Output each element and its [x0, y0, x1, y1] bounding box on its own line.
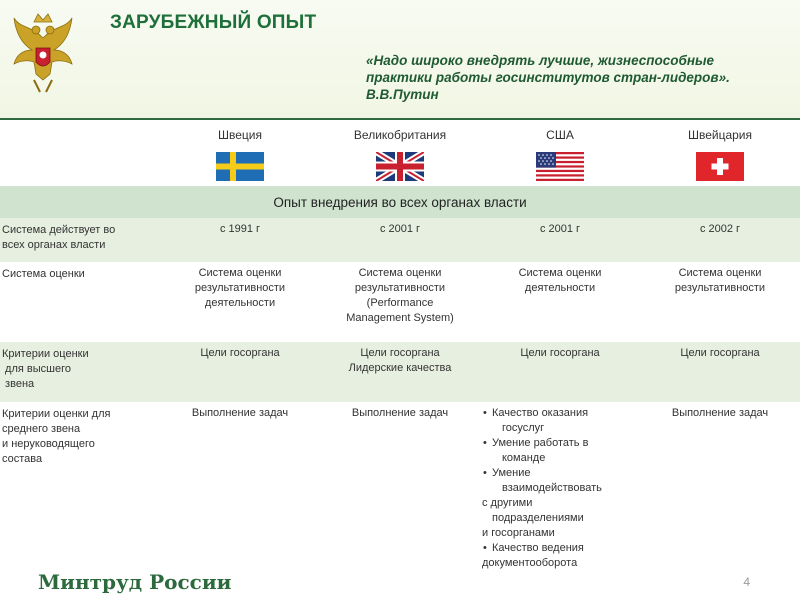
cell-text: Цели госоргана: [200, 347, 280, 359]
cell-text: Система оценки: [678, 267, 762, 279]
country-switzerland: [640, 120, 800, 186]
uk-flag-icon: [376, 152, 424, 181]
list-item-text: • Качество оказания: [492, 407, 589, 419]
criteria-list: [482, 406, 636, 496]
usa-flag-icon: [536, 152, 584, 181]
cell-text: результативности: [194, 282, 286, 294]
cell-text: с 1991 г: [219, 223, 261, 235]
table-cell: [640, 262, 800, 342]
table-cell: [160, 402, 320, 578]
cell-text: Цели госоргана: [520, 347, 600, 359]
list-item: [482, 466, 636, 496]
label-line: и неруководящего: [2, 438, 95, 450]
list-item-text: с другими: [482, 497, 533, 509]
section-row: [0, 186, 800, 218]
label-line: Критерии оценки: [2, 348, 89, 360]
cell-text: Выполнение задач: [191, 407, 289, 419]
row-label: [0, 262, 160, 342]
cell-text: Система оценки: [358, 267, 442, 279]
label-line: состава: [2, 453, 43, 465]
label-line: для высшего: [2, 363, 71, 375]
cell-text: деятельности: [524, 282, 596, 294]
country-sweden: [160, 120, 320, 186]
label-line: Система действует во: [2, 224, 116, 236]
cell-text: Система оценки: [198, 267, 282, 279]
cell-text: Система оценки: [518, 267, 602, 279]
list-item: [482, 436, 636, 466]
table-cell: [640, 402, 800, 578]
country-header-row: [0, 120, 800, 186]
label-line: Критерии оценки для: [2, 408, 111, 420]
cell-text: с 2002 г: [699, 223, 741, 235]
list-item-text: и госорганами: [482, 527, 555, 539]
cell-text: Цели госоргана: [680, 347, 760, 359]
table-cell: [320, 402, 480, 578]
ministry-logo: Минтруд России: [38, 570, 232, 594]
criteria-list: [482, 541, 636, 556]
list-item: [482, 406, 636, 436]
row-label: [0, 342, 160, 402]
slide-title: ЗАРУБЕЖНЫЙ ОПЫТ: [110, 12, 317, 33]
list-item-text: • Качество ведения: [492, 542, 584, 554]
cell-text: Выполнение задач: [671, 407, 769, 419]
table-row: [0, 402, 800, 578]
quote-line: практики работы госинститутов стран-лидеров».: [366, 70, 730, 85]
table-cell: [160, 342, 320, 402]
list-item: [482, 541, 636, 556]
cell-text: Цели госоргана: [360, 347, 440, 359]
cell-text: результативности: [354, 282, 446, 294]
quote-line: «Надо широко внедрять лучшие, жизнеспособные: [366, 53, 715, 68]
russian-coat-of-arms-icon: [12, 8, 74, 96]
cell-text: Выполнение задач: [351, 407, 449, 419]
table-cell: [160, 262, 320, 342]
cell-text: результативности: [674, 282, 766, 294]
table-cell: [480, 342, 640, 402]
cell-text: Лидерские качества: [348, 362, 452, 374]
empty-corner-cell: [0, 120, 160, 186]
list-item-text: взаимодействовать: [502, 482, 602, 494]
label-line: звена: [2, 378, 35, 390]
list-item-text: документооборота: [482, 557, 578, 569]
table-cell: [640, 342, 800, 402]
list-item-text: госуслуг: [502, 422, 545, 434]
table-cell: [320, 262, 480, 342]
table-cell: [480, 262, 640, 342]
table-row: [0, 262, 800, 342]
cell-text: деятельности: [204, 297, 276, 309]
label-line: всех органах власти: [2, 239, 106, 251]
country-uk: [320, 120, 480, 186]
cell-text: (Performance: [366, 297, 434, 309]
table-row: [0, 342, 800, 402]
cell-text: с 2001 г: [379, 223, 421, 235]
country-name: США: [546, 128, 574, 142]
page-number: 4: [743, 575, 750, 589]
list-item-text: команде: [502, 452, 546, 464]
table-cell: [640, 218, 800, 262]
table-cell: [320, 218, 480, 262]
country-usa: [480, 120, 640, 186]
list-item-text: • Умение: [492, 467, 531, 479]
putin-quote: [366, 52, 786, 103]
list-item-text: подразделениями: [492, 512, 584, 524]
label-line: Система оценки: [2, 268, 85, 280]
table-cell: [480, 402, 640, 578]
cell-text: с 2001 г: [539, 223, 581, 235]
table-cell: [480, 218, 640, 262]
label-line: среднего звена: [2, 423, 81, 435]
comparison-table: [0, 120, 800, 578]
row-label: [0, 218, 160, 262]
quote-author: В.В.Путин: [366, 87, 439, 102]
switzerland-flag-icon: [696, 152, 744, 181]
section-title: Опыт внедрения во всех органах власти: [0, 186, 800, 218]
slide-header: [0, 0, 800, 118]
country-name: Швейцария: [687, 128, 753, 142]
table-row: [0, 218, 800, 262]
country-name: Швеция: [218, 128, 262, 142]
row-label: [0, 402, 160, 578]
sweden-flag-icon: [216, 152, 264, 181]
table-cell: [320, 342, 480, 402]
table-cell: [160, 218, 320, 262]
list-item-text: • Умение работать в: [492, 437, 589, 449]
cell-text: Management System): [346, 312, 454, 324]
country-name: Великобритания: [353, 128, 447, 142]
